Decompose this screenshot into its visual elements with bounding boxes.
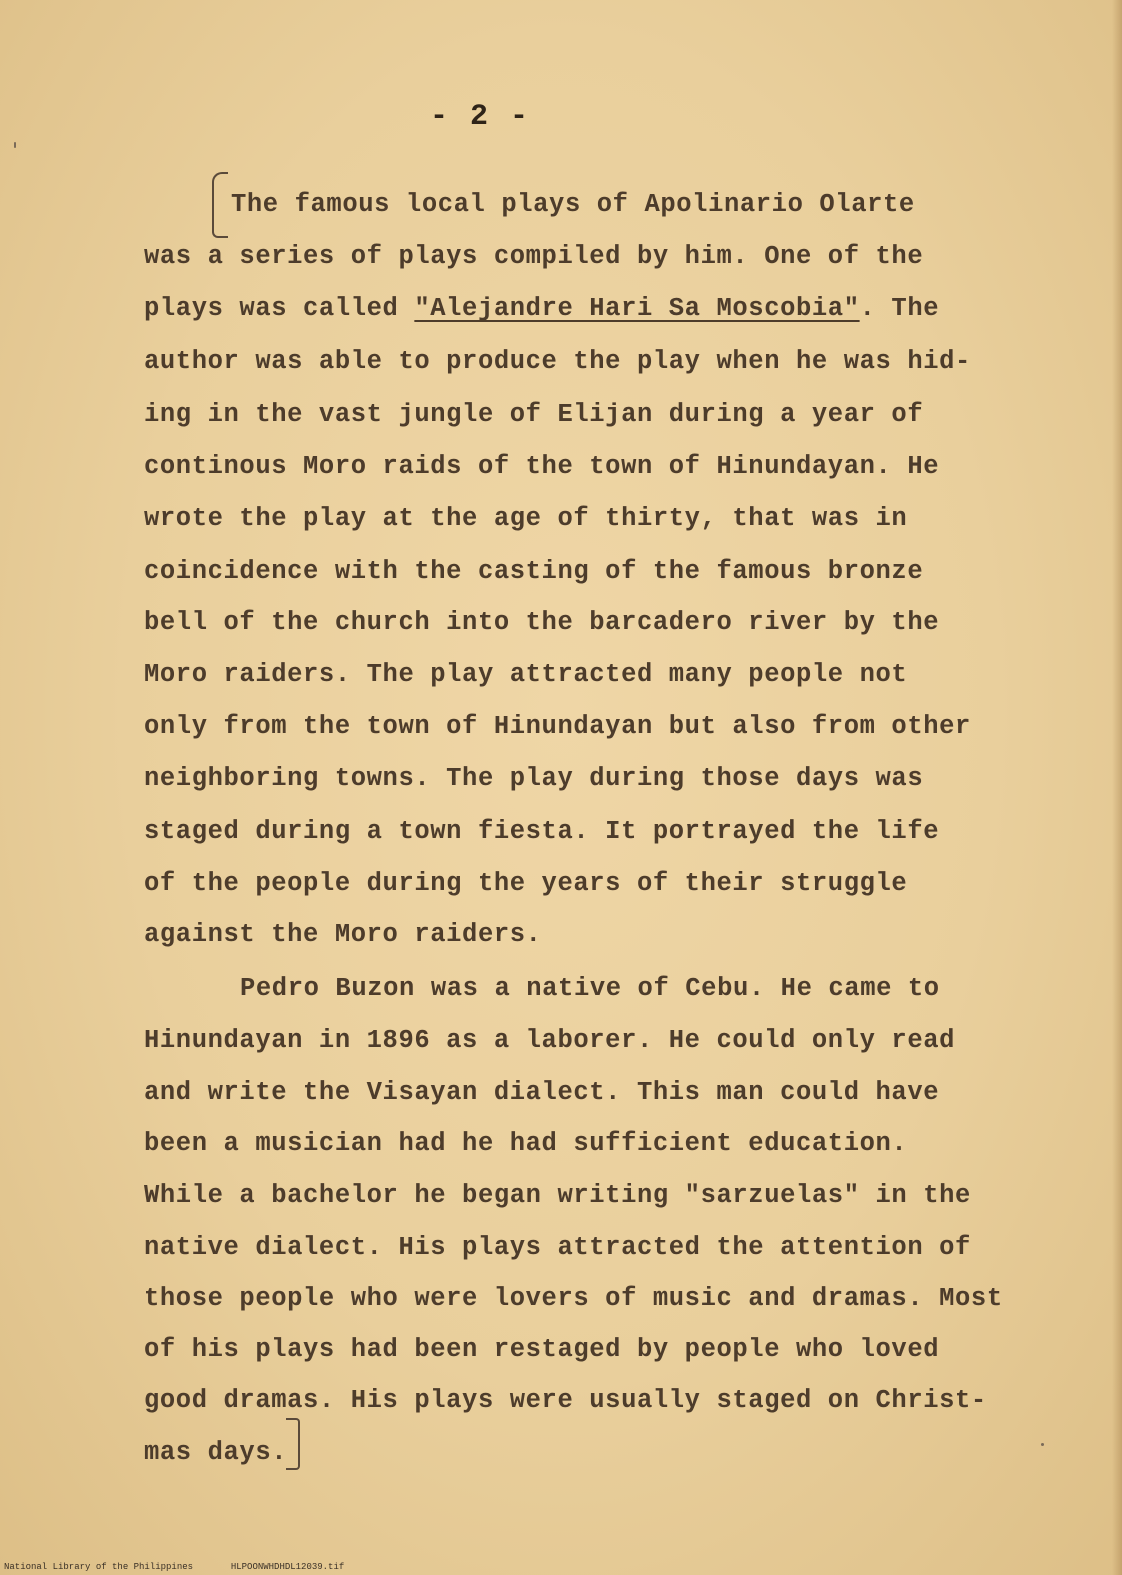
paragraph-1-line-1: The famous local plays of Apolinario Olarte xyxy=(231,190,915,219)
paragraph-1-line-15: against the Moro raiders. xyxy=(144,920,542,949)
paragraph-1-line-9: bell of the church into the barcadero river by the xyxy=(144,608,940,637)
paragraph-1-line-7: wrote the play at the age of thirty, that was in xyxy=(144,504,908,533)
closing-bracket-mark xyxy=(286,1418,300,1470)
footer-library-name: National Library of the Philippines xyxy=(4,1562,194,1572)
paragraph-2-line-9: good dramas. His plays were usually staged on Christ- xyxy=(144,1386,987,1415)
paragraph-1-line-3 xyxy=(144,292,939,326)
paragraph-1-line-4: author was able to produce the play when he was hid- xyxy=(144,347,971,376)
line-text: . The xyxy=(859,294,940,323)
paragraph-1-line-14: of the people during the years of their struggle xyxy=(144,869,908,898)
paragraph-2-line-1: Pedro Buzon was a native of Cebu. He came to xyxy=(240,974,940,1003)
paragraph-2-line-8: of his plays had been restaged by people who loved xyxy=(144,1335,940,1364)
paragraph-2-line-7: those people who were lovers of music and dramas. Most xyxy=(144,1284,1003,1313)
paragraph-1-line-13: staged during a town fiesta. It portrayed the life xyxy=(144,817,940,846)
paper-speck xyxy=(14,142,16,148)
footer-spacer xyxy=(193,1562,231,1572)
paragraph-1-line-6: continous Moro raids of the town of Hinundayan. He xyxy=(144,452,940,481)
line-text: plays was called xyxy=(144,294,415,323)
paragraph-2-line-4: been a musician had he had sufficient education. xyxy=(144,1129,908,1158)
paragraph-1-line-5: ing in the vast jungle of Elijan during a year of xyxy=(144,400,924,429)
paragraph-1-line-2: was a series of plays compiled by him. One of the xyxy=(144,242,924,271)
play-title-underlined: "Alejandre Hari Sa Moscobia" xyxy=(414,294,860,323)
scan-footer xyxy=(4,1561,344,1573)
opening-bracket-mark xyxy=(212,172,228,238)
paragraph-2-line-5: While a bachelor he began writing "sarzuelas" in the xyxy=(144,1181,971,1210)
paper-speck xyxy=(1041,1443,1044,1446)
paragraph-2-line-2: Hinundayan in 1896 as a laborer. He could only read xyxy=(144,1026,956,1055)
page-number: - 2 - xyxy=(429,100,530,134)
paragraph-2-line-6: native dialect. His plays attracted the attention of xyxy=(144,1233,971,1262)
page-edge-shadow xyxy=(1112,0,1122,1575)
paragraph-2-line-10: mas days. xyxy=(144,1438,288,1467)
paragraph-2-line-3: and write the Visayan dialect. This man could have xyxy=(144,1078,940,1107)
footer-file-name: HLPOONWHDHDL12039.tif xyxy=(230,1562,345,1572)
paragraph-1-line-10: Moro raiders. The play attracted many people not xyxy=(144,660,908,689)
paragraph-1-line-8: coincidence with the casting of the famous bronze xyxy=(144,557,924,586)
paragraph-1-line-12: neighboring towns. The play during those days was xyxy=(144,764,924,793)
paragraph-1-line-11: only from the town of Hinundayan but also from other xyxy=(144,712,971,741)
